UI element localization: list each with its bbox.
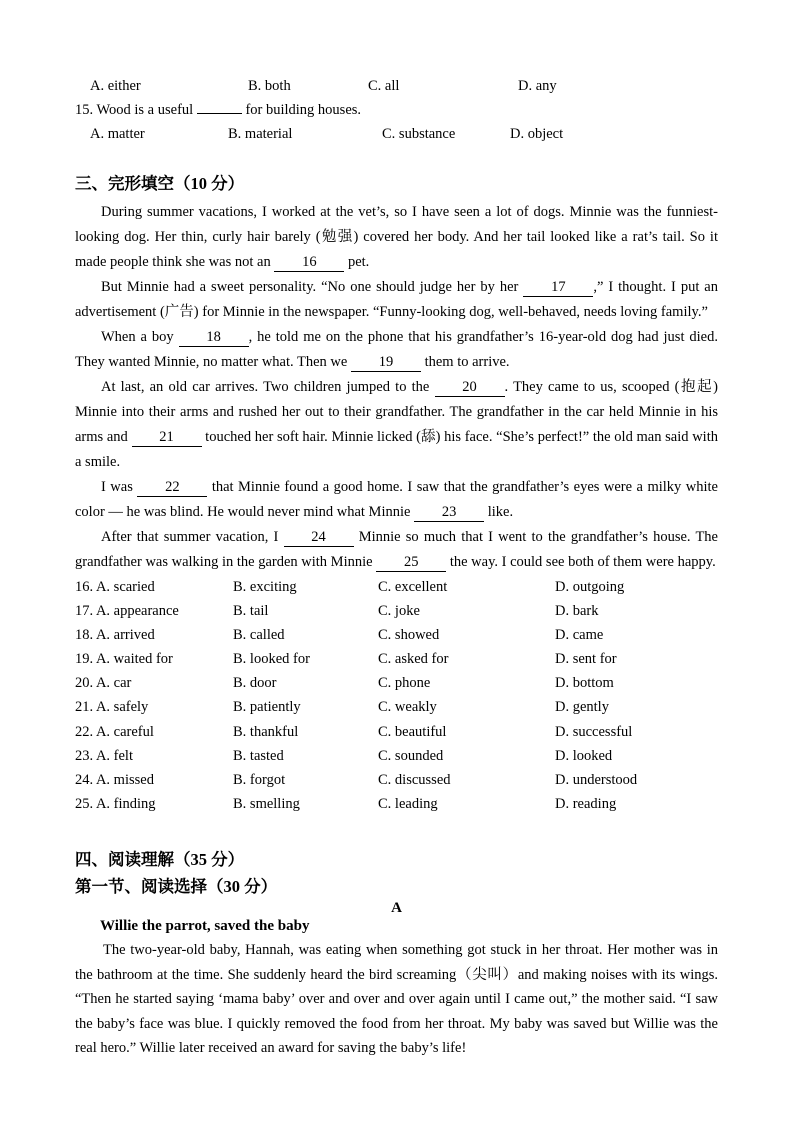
blank-25: 25 [376, 555, 446, 572]
blank-24: 24 [284, 530, 354, 547]
q23-option-c: C. sounded [378, 747, 444, 764]
passage-a-label: A [391, 899, 402, 916]
q25-option-c: C. leading [378, 795, 438, 812]
q17-option-c: C. joke [378, 603, 420, 620]
q15-option-d: D. object [510, 126, 564, 142]
cloze-paragraph-2: But Minnie had a sweet personality. “No one should judge her by her 17 ,” I thought. I put an advertisement (广告) for Minnie in the newspaper. “Funny-looking dog, well-behaved, needs loving family.” [75, 279, 718, 320]
blank-18: 18 [179, 330, 249, 347]
cloze-questions [75, 575, 718, 816]
q19-option-c: C. asked for [378, 651, 449, 668]
q17-option-a: 17. A. appearance [75, 603, 179, 620]
question-row-25 [75, 792, 718, 816]
q25-option-b: B. smelling [233, 795, 300, 812]
q18-option-d: D. came [555, 627, 604, 644]
q25-option-d: D. reading [555, 795, 617, 812]
q17-option-b: B. tail [233, 603, 269, 620]
q16-option-d: D. outgoing [555, 579, 625, 595]
q15-option-b: B. material [228, 126, 293, 142]
q24-option-d: D. understood [555, 771, 638, 788]
cloze-paragraph-4: At last, an old car arrives. Two children jumped to the 20 . They came to us, scooped (抱起) Minnie into their arms and rushed her out to their grandfather. The grandfather in the car held Minnie in his arms and 21 touched her soft hair. Minnie licked (舔) his face. “She’s perfect!” the old man said with a smile. [75, 379, 718, 470]
blank-17: 17 [523, 280, 593, 297]
blank-23: 23 [414, 505, 484, 522]
q15-option-c: C. substance [382, 126, 456, 142]
q20-option-a: 20. A. car [75, 675, 132, 692]
question-row-24 [75, 768, 718, 792]
q14-option-b: B. both [248, 78, 291, 94]
q20-option-d: D. bottom [555, 675, 614, 692]
q19-option-d: D. sent for [555, 651, 617, 668]
q21-option-b: B. patiently [233, 699, 301, 716]
cloze-paragraph-3: When a boy 18 , he told me on the phone that his grandfather’s 16-year-old dog had just died. They wanted Minnie, no matter what. Then we 19 them to arrive. [75, 329, 718, 370]
blank-21: 21 [132, 430, 202, 447]
question-row-20 [75, 671, 718, 695]
blank-16: 16 [274, 255, 344, 272]
passage-a-text: The two-year-old baby, Hannah, was eating when something got stuck in her throat. Her mother was in the bathroom at the time. She suddenly heard the bird screaming（尖叫）and making noises with its wings. “Then he started saying ‘mama baby’ over and over and over again until I came out,” the mother said. “I saw the baby’s face was blue. I quickly removed the food from her throat. My baby was saved but Willie was the real hero.” Willie later received an award for saving the baby’s life! [75, 941, 718, 1057]
q15-options-row [75, 122, 718, 146]
q24-option-b: B. forgot [233, 771, 286, 788]
cloze-paragraph-1: During summer vacations, I worked at the vet’s, so I have seen a lot of dogs. Minnie was the funniest-looking dog. Her thin, curly hair barely (勉强) covered her body. And her tail looked like a rat’s tail. So it made people think she was not an 16 pet. [75, 204, 718, 270]
q16-option-b: B. exciting [233, 579, 297, 595]
cloze-paragraph-6: After that summer vacation, I 24 Minnie so much that I went to the grandfather’s house. The grandfather was walking in the garden with Minnie 25 the way. I could see both of them were happy. [75, 529, 718, 570]
blank-unlabeled [197, 112, 242, 114]
q17-option-d: D. bark [555, 603, 599, 620]
q18-option-a: 18. A. arrived [75, 627, 155, 644]
q22-option-a: 22. A. careful [75, 723, 154, 740]
cloze-passage [75, 200, 718, 575]
q19-option-a: 19. A. waited for [75, 651, 173, 668]
cloze-paragraph-5: I was 22 that Minnie found a good home. I saw that the grandfather’s eyes were a milky white color — he was blind. He would never mind what Minnie 23 like. [75, 479, 718, 520]
q21-option-a: 21. A. safely [75, 699, 149, 716]
q20-option-b: B. door [233, 675, 277, 692]
reading-part1-header: 第一节、阅读选择（30 分） [75, 876, 278, 896]
q23-option-b: B. tasted [233, 747, 284, 764]
q18-option-c: C. showed [378, 627, 440, 644]
question-row-18 [75, 623, 718, 647]
question-row-21 [75, 695, 718, 719]
q15-option-a: A. matter [90, 126, 145, 142]
q14-option-a: A. either [90, 78, 141, 94]
question-row-19 [75, 647, 718, 671]
q23-option-a: 23. A. felt [75, 747, 133, 764]
cloze-section-header: 三、完形填空（10 分） [75, 174, 245, 193]
q16-option-c: C. excellent [378, 579, 448, 595]
q14-option-d: D. any [518, 78, 557, 94]
q21-option-c: C. weakly [378, 699, 437, 716]
q25-option-a: 25. A. finding [75, 795, 156, 812]
blank-19: 19 [351, 355, 421, 372]
passage-a-title: Willie the parrot, saved the baby [100, 917, 310, 934]
q23-option-d: D. looked [555, 747, 613, 764]
blank-22: 22 [137, 480, 207, 497]
reading-section-header: 四、阅读理解（35 分） [75, 849, 245, 869]
q24-option-a: 24. A. missed [75, 771, 154, 788]
q15-stem: 15. Wood is a useful for building houses. [75, 102, 362, 118]
q22-option-b: B. thankful [233, 723, 299, 740]
blank-20: 20 [435, 380, 505, 397]
question-row-22 [75, 720, 718, 744]
q22-option-c: C. beautiful [378, 723, 447, 740]
q21-option-d: D. gently [555, 699, 609, 716]
question-row-23 [75, 744, 718, 768]
question-row-17 [75, 599, 718, 623]
q18-option-b: B. called [233, 627, 285, 644]
question-row-16 [75, 575, 718, 599]
q14-option-c: C. all [368, 78, 400, 94]
q24-option-c: C. discussed [378, 771, 451, 788]
q22-option-d: D. successful [555, 723, 633, 740]
q19-option-b: B. looked for [233, 651, 310, 668]
q14-options-row [75, 74, 718, 98]
q20-option-c: C. phone [378, 675, 431, 692]
q16-option-a: 16. A. scaried [75, 579, 155, 595]
